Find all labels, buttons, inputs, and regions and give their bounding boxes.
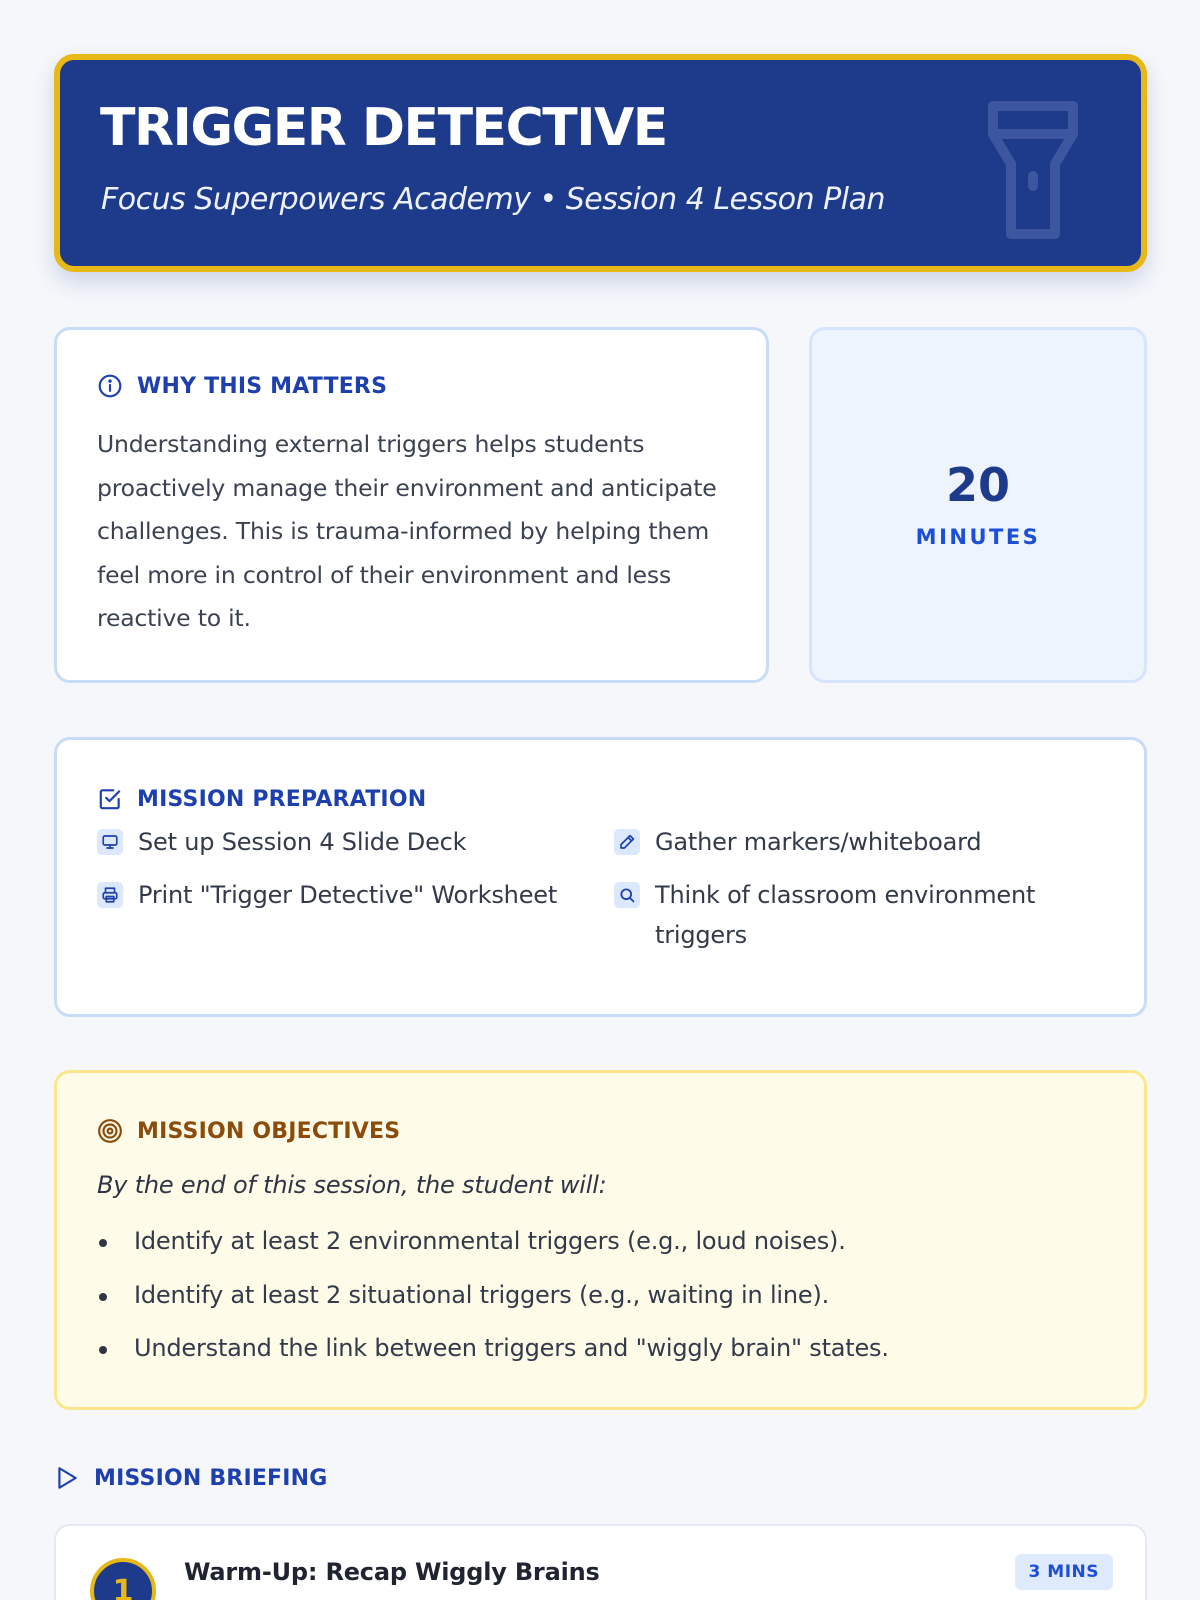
mission-objectives-heading xyxy=(97,1118,400,1144)
step-title: Warm-Up: Recap Wiggly Brains xyxy=(184,1558,600,1586)
duration-card xyxy=(809,327,1147,683)
duration-value: 20 xyxy=(945,458,1010,512)
mission-briefing-heading xyxy=(54,1465,328,1491)
list-item: Understand the link between triggers and "wiggly brain" states. xyxy=(97,1328,889,1382)
prep-item-worksheet xyxy=(97,875,557,915)
prep-item-slide-deck xyxy=(97,822,466,862)
prep-item-label: Set up Session 4 Slide Deck xyxy=(138,828,467,856)
target-icon xyxy=(97,1118,123,1144)
mission-objectives-label: MISSION OBJECTIVES xyxy=(137,1118,401,1144)
why-this-matters-text: Understanding external triggers helps students proactively manage their environment and anticipate challenges. This is trauma-informed by helping them feel more in control of their environment and less reactive to it. xyxy=(97,430,717,632)
mission-preparation-label: MISSION PREPARATION xyxy=(137,786,427,812)
list-item: Identify at least 2 environmental triggers (e.g., loud noises). xyxy=(97,1221,889,1275)
step-number: 1 xyxy=(90,1558,156,1600)
briefing-step[interactable] xyxy=(54,1524,1147,1600)
list-item: Identify at least 2 situational triggers (e.g., waiting in line). xyxy=(97,1275,889,1329)
objectives-list xyxy=(97,1221,889,1382)
why-this-matters-label: WHY THIS MATTERS xyxy=(137,373,388,399)
search-icon xyxy=(614,882,640,908)
prep-item-markers xyxy=(614,822,981,862)
prep-item-environment-triggers xyxy=(614,875,1074,955)
why-this-matters-card xyxy=(54,327,769,683)
printer-icon xyxy=(97,882,123,908)
why-this-matters-heading xyxy=(97,373,387,399)
duration-unit: MINUTES xyxy=(915,525,1041,549)
mission-objectives-card xyxy=(54,1070,1147,1410)
prep-item-label: Gather markers/whiteboard xyxy=(655,828,982,856)
monitor-icon xyxy=(97,829,123,855)
info-icon xyxy=(97,373,123,399)
mission-preparation-heading xyxy=(97,786,426,812)
page-title: TRIGGER DETECTIVE xyxy=(100,98,667,158)
pencil-icon xyxy=(614,829,640,855)
flashlight-icon xyxy=(983,94,1083,244)
mission-preparation-card xyxy=(54,737,1147,1017)
page-subtitle: Focus Superpowers Academy • Session 4 Lesson Plan xyxy=(101,182,885,217)
mission-briefing-label: MISSION BRIEFING xyxy=(94,1465,328,1491)
checkbox-icon xyxy=(97,786,123,812)
objectives-intro: By the end of this session, the student will: xyxy=(97,1171,607,1199)
step-duration-badge: 3 MINS xyxy=(1015,1554,1113,1590)
play-icon xyxy=(54,1465,80,1491)
prep-item-label: Think of classroom environment triggers xyxy=(655,881,1036,949)
lesson-header xyxy=(54,54,1147,272)
prep-item-label: Print "Trigger Detective" Worksheet xyxy=(138,881,558,909)
